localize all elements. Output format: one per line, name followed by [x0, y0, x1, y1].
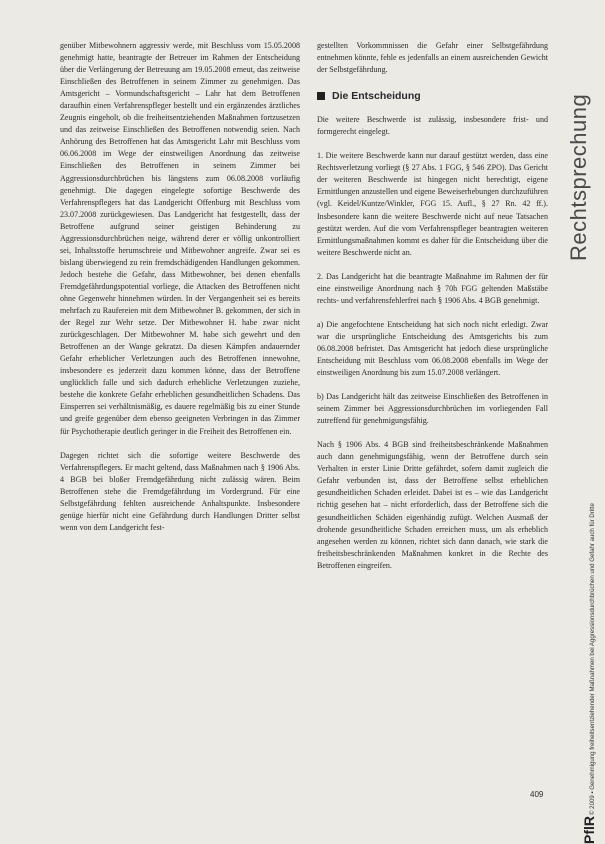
paragraph: genüber Mitbewohnern aggressiv werde, mit Beschluss vom 15.05.2008 genehmigt hatte, beantragte der Betreuer im Rahmen der Entscheidung über die Verlängerung der Betreuung am 19.05.2008 erneut, das zeitweise Einschließen des Betroffenen in seinem Zimmer zu genehmigen. Das Amtsgericht – Vormundschaftsgericht – Lahr hat dem Betroffenen daraufhin einen Verfahrenspfleger bestellt und ein ergänzendes ärztliches Zeugnis eingeholt, ob die freiheitsentziehenden Maßnahmen fortzusetzen und das zeitweise Einschließen des Betroffenen notwendig seien. Nach Anhörung des Betroffenen hat das Amtsgericht Lahr mit Beschluss vom 06.06.2008 im Wege der einstweiligen Anordnung das zeitweise Einschließen des Betroffenen in seinem Zimmer bei Aggressionsdurchbrüchen bis längstens zum 06.08.2008 vorläufig genehmigt. Die dagegen eingelegte sofortige Beschwerde des Verfahrenspflegers hat das Landgericht Offenburg mit Beschluss vom 23.07.2008 zurückgewiesen. Das Landgericht hat festgestellt, dass der Betroffene aufgrund seiner geistigen Behinderung zu Aggressionsdurchbrüchen neige, während derer er völlig unkontrolliert sei, Inhaltsstoffe herumschreie und Mitbewohner angreife. Zwar sei es bislang überwiegend zu rein fremdschädigenden Handlungen gekommen. Jedoch bestehe die Gefahr, dass Mitbewohner, bei denen ebenfalls Fremdgefährdungspotential vorliege, die Attacken des Betroffenen nicht ohne Gegenwehr hinnehmen würden. In der Vergangenheit sei es bereits mehrfach zu Raufereien mit dem Mitbewohner B. gekommen, der sich in der Regel zur Wehr setze. Der Mitbewohner H. habe zwar nicht zurückgeschlagen. Der Mitbewohner M. habe sich gewehrt und den Betroffenen an der Wange gekratzt. Da diesen Kämpfen andauernder Gefahr erheblicher Verletzungen auch des Betroffenen innewohne, insbesondere es jederzeit dazu kommen könne, dass der Betroffene unglücklich falle und sich dadurch erhebliche Verletzungen zuziehe, bestehe die konkrete Gefahr erheblichen gesundheitlichen Schadens. Das Einsperren sei verhältnismäßig, es dauere regelmäßig bis zu einer Stunde und greife gegenüber dem ebenso geeigneten Verbringen in das Zimmer für Psychotherapie deutlich geringer in die Freiheit des Betroffenen ein. [60, 41, 300, 436]
paragraph: b) Das Landgericht hält das zeitweise Einschließen des Betroffenen in seinem Zimmer bei Aggressionsdurchbrüchen im vorliegenden Fall zutreffend für genehmigungsfähig. [317, 392, 548, 426]
section-heading-text: Die Entscheidung [332, 90, 421, 103]
paragraph: 1. Die weitere Beschwerde kann nur darauf gestützt werden, dass eine Rechtsverletzung vorliegt (§ 27 Abs. 1 FGG, § 546 ZPO). Das Gericht der weiteren Beschwerde ist hingegen nicht berechtigt, eigene Ermittlungen anzustellen und eigene Beweiserhebungen durchzuführen (vgl. Keidel/Kuntze/Winkler, FGG 15. Aufl., § 27 Rn. 42 ff.). Insbesondere kann die weitere Beschwerde nicht auf neue Tatsachen gestützt werden. Auf die vom Verfahrenspfleger beantragten weiteren Ermittlungsmaßnahmen kommt es daher für die Entscheidung über die weitere Beschwerde nicht an. [317, 151, 548, 257]
section-heading [317, 90, 548, 102]
section-title-vertical: Rechtsprechung [566, 93, 591, 261]
paragraph: a) Die angefochtene Entscheidung hat sich noch nicht erledigt. Zwar war die ursprüngliche Entscheidung des Amtsgerichts bis zum 06.08.2008 befristet. Das Amtsgericht hat jedoch diese ursprüngliche Entscheidung mit Beschluss vom 06.08.2008 ebenfalls im Wege der einstweiligen Anordnung bis zum 15.07.2008 verlängert. [317, 319, 548, 378]
paragraph: gestellten Vorkommnissen die Gefahr einer Selbstgefährdung entnehmen könnte, fehle es jedenfalls an einem ausreichenden Gewicht der Selbstgefährdung. [317, 41, 548, 75]
left-text-column [60, 40, 300, 534]
page-number: 409 [530, 790, 544, 799]
journal-logo: PflR [581, 816, 597, 844]
paragraph: 2. Das Landgericht hat die beantragte Maßnahme im Rahmen der für eine einstweilige Anordnung nach § 70h FGG geltenden Maßstäbe rechts- und verfahrensfehlerfrei nach § 1906 Abs. 4 BGB genehmigt. [317, 271, 548, 305]
right-text-column [317, 40, 548, 572]
paragraph: Die weitere Beschwerde ist zulässig, insbesondere frist- und formgerecht eingelegt. [317, 115, 548, 137]
square-bullet-icon [317, 92, 325, 100]
paragraph: Dagegen richtet sich die sofortige weitere Beschwerde des Verfahrenspflegers. Er macht geltend, dass Maßnahmen nach § 1906 Abs. 4 BGB bei bloßer Fremdgefährdung nicht zulässig wären. Beim Betroffenen stehe die Fremdgefährdung im Vordergrund. Für eine Selbstgefährdung fehlten ausreichende Anhaltspunkte. Insbesondere genüge hierfür nicht eine Gefährdung durch Handlungen Dritter selbst wenn von dem Landgericht fest- [60, 450, 300, 532]
footer-running-title: © 2009 ▪ Genehmigung freiheitsentziehender Maßnahmen bei Aggressionsdurchbrüchen und Gefahr auch für Dritte [589, 503, 596, 815]
paragraph: Nach § 1906 Abs. 4 BGB sind freiheitsbeschränkende Maßnahmen auch dann genehmigungsfähig, wenn der Betroffene durch sein Verhalten in erster Linie Dritte gefährdet, sofern damit zugleich die Gefahr verbunden ist, dass der Betroffene selbst erheblichen gesundheitlichen Schaden erleidet. Dabei ist es – wie das Landgericht richtig gesehen hat – nicht erforderlich, dass der Betroffene sich die gesundheitlichen Schäden eigenhändig zufügt. Welchen Ausmaß der drohende gesundheitliche Schaden erreichen muss, um als erheblich angesehen werden zu können, richtet sich dann danach, wie stark die freiheitsbeschränkenden Maßnahmen konkret in die Rechte des Betroffenen eingreifen. [317, 440, 548, 570]
